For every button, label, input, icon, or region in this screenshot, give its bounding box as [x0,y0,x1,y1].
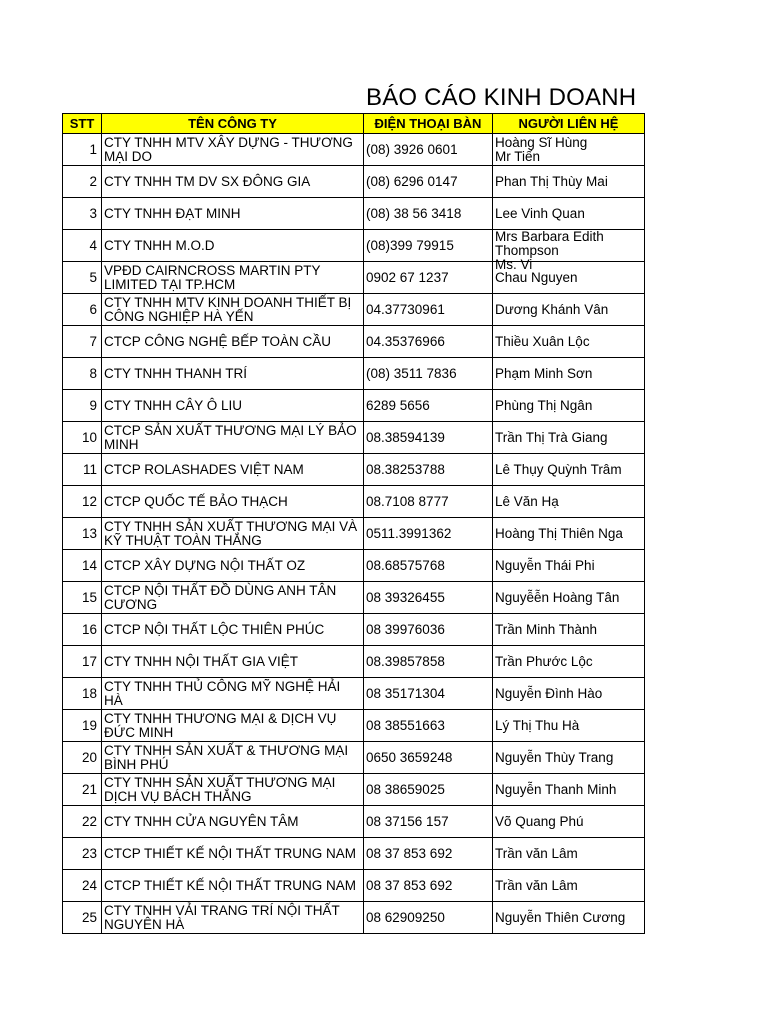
phone-cell-text: (08) 3926 0601 [366,141,458,157]
contact-person-cell-text: Thiều Xuân Lộc [495,333,590,349]
company-name-cell [102,134,364,166]
company-name-cell [102,774,364,806]
contact-person-cell [493,870,645,902]
contact-person-cell [493,550,645,582]
phone-cell-text: 08 38551663 [366,717,445,733]
table-row [63,710,645,742]
table-row [63,166,645,198]
phone-cell-text: 08 39976036 [366,621,445,637]
contact-person-cell [493,646,645,678]
phone-cell [364,294,493,326]
company-name-cell [102,870,364,902]
phone-cell [364,710,493,742]
row-number-cell [63,262,102,294]
contact-person-cell-text: Nguyễn Đình Hào [495,685,603,701]
company-name-cell [102,550,364,582]
contact-person-cell-text: Trần Minh Thành [495,621,598,637]
phone-cell [364,422,493,454]
phone-cell-text: 08 37 853 692 [366,877,453,893]
company-name-cell-text: CTY TNHH TM DV SX ĐÔNG GIA [104,173,311,189]
phone-cell [364,166,493,198]
header-stt: STT [63,114,102,134]
contact-person-cell-text: Nguyễn Thùy Trang [495,749,614,765]
phone-cell [364,262,493,294]
company-name-cell-text: CTY TNHH THANH TRÍ [104,365,248,381]
phone-cell-text: (08) 38 56 3418 [366,205,462,221]
phone-cell-text: (08) 6296 0147 [366,173,458,189]
contact-person-cell [493,678,645,710]
contact-person-cell-text: Võ Quang Phú [495,813,584,829]
table-row [63,198,645,230]
contact-person-cell-text: Dương Khánh Vân [495,301,609,317]
row-number-cell-text: 20 [81,749,97,765]
company-name-cell-text: CTY TNHH CỬA NGUYÊN TÂM [104,813,299,829]
contact-person-cell [493,422,645,454]
phone-cell-text: 08 38659025 [366,781,445,797]
company-name-cell-text: CTY TNHH CÂY Ô LIU [104,397,243,413]
table-row [63,294,645,326]
row-number-cell [63,806,102,838]
row-number-cell-text: 9 [89,397,97,413]
company-name-cell-text: CTY TNHH MTV XÂY DỰNG - THƯƠNG MẠI DO [104,134,353,164]
phone-cell-text: 08 35171304 [366,685,445,701]
contact-person-cell [493,294,645,326]
contact-person-cell-text: Trần Thị Trà Giang [495,429,608,445]
company-name-cell [102,646,364,678]
row-number-cell [63,166,102,198]
row-number-cell-text: 22 [81,813,97,829]
contact-person-cell-text: Phan Thị Thùy Mai [495,173,608,189]
row-number-cell [63,198,102,230]
company-name-cell-text: CTCP NỘI THẤT ĐỒ DÙNG ANH TÂN CƯƠNG [104,582,337,612]
row-number-cell [63,582,102,614]
phone-cell [364,198,493,230]
row-number-cell [63,486,102,518]
contact-person-cell [493,742,645,774]
row-number-cell-text: 8 [89,365,97,381]
company-name-cell-text: CTCP THIẾT KẾ NỘI THẤT TRUNG NAM [104,845,357,861]
contact-person-cell-text: Nguyễn Thái Phi [495,557,595,573]
company-name-cell-text: CTY TNHH VẢI TRANG TRÍ NỘI THẤT NGUYÊN HÀ [104,902,340,932]
company-name-cell-text: CTCP CÔNG NGHỆ BẾP TOÀN CẦU [104,333,332,349]
contact-person-cell [493,166,645,198]
company-contact-table [62,113,645,934]
row-number-cell [63,902,102,934]
contact-person-cell [493,806,645,838]
row-number-cell-text: 13 [81,525,97,541]
contact-person-cell [493,486,645,518]
company-name-cell-text: CTY TNHH THỦ CÔNG MỸ NGHỆ HẢI HÀ [104,678,341,708]
phone-cell-text: 08.39857858 [366,653,445,669]
table-row [63,678,645,710]
phone-cell-text: 08 62909250 [366,909,445,925]
company-name-cell [102,710,364,742]
contact-person-cell [493,614,645,646]
table-row [63,614,645,646]
row-number-cell-text: 24 [81,877,97,893]
table-row [63,518,645,550]
row-number-cell [63,870,102,902]
table-row [63,358,645,390]
row-number-cell-text: 17 [81,653,97,669]
contact-person-cell [493,134,645,166]
company-name-cell-text: CTCP ROLASHADES VIỆT NAM [104,461,304,477]
table-row [63,582,645,614]
row-number-cell [63,614,102,646]
company-name-cell [102,614,364,646]
row-number-cell-text: 16 [81,621,97,637]
phone-cell-text: 08 37156 157 [366,813,449,829]
company-name-cell-text: CTY TNHH NỘI THẤT GIA VIỆT [104,653,299,669]
row-number-cell [63,742,102,774]
contact-person-cell-text: Mrs Barbara Edith Thompson Ms. Vi [495,229,604,272]
contact-person-cell-text: Trần văn Lâm [495,877,578,893]
row-number-cell-text: 21 [81,781,97,797]
contact-person-cell-text: Nguyễn Thiên Cương [495,909,626,925]
contact-person-cell [493,582,645,614]
contact-person-cell [493,838,645,870]
phone-cell [364,486,493,518]
company-name-cell [102,166,364,198]
row-number-cell [63,390,102,422]
company-name-cell-text: VPĐD CAIRNCROSS MARTIN PTY LIMITED TẠI TP.HCM [104,262,321,292]
contact-person-cell-text: Phùng Thị Ngân [495,397,593,413]
company-name-cell-text: CTY TNHH SẢN XUẤT THƯƠNG MẠI VÀ KỸ THUẬT TOÀN THẮNG [104,518,358,548]
phone-cell [364,870,493,902]
row-number-cell-text: 25 [81,909,97,925]
phone-cell [364,614,493,646]
row-number-cell-text: 14 [81,557,97,573]
company-name-cell-text: CTCP SẢN XUẤT THƯƠNG MẠI LÝ BẢO MINH [104,422,357,452]
row-number-cell [63,838,102,870]
company-name-cell [102,838,364,870]
row-number-cell [63,550,102,582]
company-name-cell [102,358,364,390]
table-row [63,838,645,870]
company-name-cell [102,678,364,710]
row-number-cell-text: 11 [82,461,97,477]
company-name-cell-text: CTCP THIẾT KẾ NỘI THẤT TRUNG NAM [104,877,357,893]
row-number-cell [63,518,102,550]
row-number-cell [63,422,102,454]
company-name-cell [102,294,364,326]
table-row [63,806,645,838]
phone-cell-text: 0902 67 1237 [366,269,449,285]
contact-person-cell [493,390,645,422]
header-phone: ĐIỆN THOẠI BÀN [364,114,493,134]
phone-cell [364,550,493,582]
phone-cell-text: 0650 3659248 [366,749,453,765]
header-company: TÊN CÔNG TY [102,114,364,134]
company-name-cell-text: CTCP NỘI THẤT LỘC THIÊN PHÚC [104,621,325,637]
contact-person-cell-text: Hoàng Sĩ Hùng Mr Tiến [495,134,588,164]
phone-cell [364,454,493,486]
contact-person-cell-text: Lê Thụy Quỳnh Trâm [495,461,622,477]
row-number-cell-text: 7 [89,333,97,349]
phone-cell [364,742,493,774]
contact-person-cell-text: Lê Văn Hạ [495,493,559,509]
table-header-row [63,114,645,134]
row-number-cell-text: 23 [81,845,97,861]
table-row [63,326,645,358]
contact-person-cell-text: Trần Phước Lộc [495,653,593,669]
company-name-cell-text: CTCP QUỐC TẾ BẢO THẠCH [104,493,288,509]
company-name-cell [102,806,364,838]
company-name-cell [102,518,364,550]
contact-person-cell [493,326,645,358]
table-row [63,550,645,582]
row-number-cell-text: 12 [81,493,97,509]
phone-cell-text: 08 37 853 692 [366,845,453,861]
contact-person-cell [493,902,645,934]
phone-cell-text: 04.35376966 [366,333,445,349]
table-row [63,742,645,774]
contact-person-cell-text: Lý Thị Thu Hà [495,717,580,733]
table-row [63,870,645,902]
row-number-cell-text: 2 [89,173,97,189]
contact-person-cell-text: Nguyễễn Hoàng Tân [495,589,620,605]
table-row [63,230,645,262]
phone-cell [364,838,493,870]
phone-cell [364,326,493,358]
company-name-cell-text: CTY TNHH THƯƠNG MẠI & DỊCH VỤ ĐỨC MINH [104,710,337,740]
row-number-cell-text: 3 [89,205,97,221]
report-title: BÁO CÁO KINH DOANH [366,84,637,111]
company-name-cell-text: CTCP XÂY DỰNG NỘI THẤT OZ [104,557,306,573]
company-name-cell-text: CTY TNHH MTV KINH DOANH THIẾT BỊ CÔNG NGHIỆP HÀ YẾN [104,294,352,324]
row-number-cell [63,134,102,166]
phone-cell [364,390,493,422]
company-name-cell-text: CTY TNHH M.O.D [104,237,215,253]
phone-cell [364,774,493,806]
row-number-cell-text: 6 [89,301,97,317]
company-name-cell-text: CTY TNHH SẢN XUẤT THƯƠNG MẠI DỊCH VỤ BÁCH THẮNG [104,774,336,804]
table-row [63,454,645,486]
contact-person-cell-text: Trần văn Lâm [495,845,578,861]
company-name-cell [102,582,364,614]
phone-cell-text: (08)399 79915 [366,237,454,253]
table-row [63,422,645,454]
row-number-cell [63,710,102,742]
contact-person-cell-text: Lee Vinh Quan [495,205,585,221]
table-row [63,262,645,294]
contact-person-cell [493,710,645,742]
contact-person-cell-text: Hoàng Thị Thiên Nga [495,525,623,541]
contact-person-cell [493,198,645,230]
company-name-cell [102,422,364,454]
row-number-cell [63,326,102,358]
phone-cell [364,678,493,710]
row-number-cell [63,358,102,390]
row-number-cell-text: 1 [89,141,97,157]
company-name-cell [102,262,364,294]
contact-person-cell [493,454,645,486]
phone-cell [364,230,493,262]
contact-person-cell-text: Nguyễn Thanh Minh [495,781,617,797]
company-name-cell [102,198,364,230]
row-number-cell-text: 18 [81,685,97,701]
row-number-cell [63,678,102,710]
phone-cell-text: 0511.3991362 [366,525,452,541]
table-row [63,390,645,422]
table-row [63,774,645,806]
row-number-cell [63,454,102,486]
row-number-cell-text: 5 [89,269,97,285]
phone-cell-text: 08.68575768 [366,557,445,573]
phone-cell [364,806,493,838]
phone-cell [364,646,493,678]
contact-person-cell-text: Phạm Minh Sơn [495,365,593,381]
table-row [63,902,645,934]
company-name-cell [102,390,364,422]
table-row [63,134,645,166]
row-number-cell [63,774,102,806]
company-name-cell-text: CTY TNHH SẢN XUẤT & THƯƠNG MẠI BÌNH PHÚ [104,742,349,772]
company-name-cell [102,742,364,774]
contact-person-cell [493,774,645,806]
header-contact: NGƯỜI LIÊN HỆ [493,114,645,134]
row-number-cell [63,294,102,326]
phone-cell [364,582,493,614]
table-row [63,486,645,518]
table-row [63,646,645,678]
phone-cell-text: (08) 3511 7836 [366,365,457,381]
table-body [63,134,645,934]
phone-cell-text: 08.38253788 [366,461,445,477]
phone-cell-text: 08.38594139 [366,429,445,445]
contact-person-cell [493,518,645,550]
row-number-cell [63,230,102,262]
company-name-cell [102,902,364,934]
phone-cell [364,902,493,934]
contact-person-cell-text: Chau Nguyen [495,269,578,285]
contact-person-cell [493,358,645,390]
company-name-cell [102,454,364,486]
phone-cell [364,134,493,166]
company-name-cell [102,326,364,358]
row-number-cell [63,646,102,678]
company-name-cell [102,230,364,262]
row-number-cell-text: 19 [81,717,97,733]
phone-cell [364,518,493,550]
row-number-cell-text: 4 [89,237,97,253]
phone-cell-text: 04.37730961 [366,301,445,317]
contact-person-cell [493,229,645,272]
row-number-cell-text: 10 [81,429,97,445]
row-number-cell-text: 15 [81,589,97,605]
phone-cell-text: 08 39326455 [366,589,445,605]
company-name-cell-text: CTY TNHH ĐẠT MINH [104,205,241,221]
company-name-cell [102,486,364,518]
phone-cell-text: 08.7108 8777 [366,493,449,509]
phone-cell [364,358,493,390]
phone-cell-text: 6289 5656 [366,397,430,413]
